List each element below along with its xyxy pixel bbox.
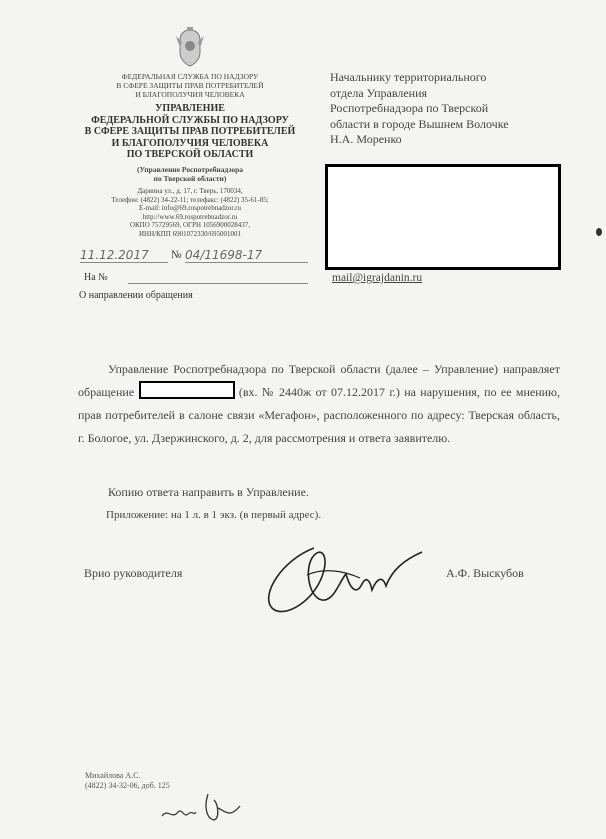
redacted-recipient-box — [325, 164, 561, 270]
contacts-block: Дарвина ул., д. 17, г. Тверь, 170034, Телефон: (4822) 34-22-11; телефакс: (4822) 35-61-85; E-mail: info@69.rospotrebnadzor.ru http://www.69.rospotrebnadzor.ru ОКПО 75729569, ОГРН 1056900028437, ИНН/КПП 6901072330/695001001 — [111, 187, 269, 238]
body-paragraph-2: Копию ответа направить в Управление. — [108, 485, 309, 499]
handwritten-signature — [262, 540, 437, 620]
letter-date: 11.12.2017 — [80, 248, 168, 263]
executor-block: Михайлова А.С. (4822) 34-32-06, доб. 125 — [85, 771, 170, 790]
initials-signature — [158, 788, 248, 828]
service-name: ФЕДЕРАЛЬНАЯ СЛУЖБА ПО НАДЗОРУ В СФЕРЕ ЗАЩИТЫ ПРАВ ПОТРЕБИТЕЛЕЙ И БЛАГОПОЛУЧИЯ ЧЕЛОВЕКА — [116, 72, 264, 99]
addressee-block: Начальнику территориального отдела Управления Роспотребнадзора по Тверской области в городе Вышнем Волочке Н.А. Моренко — [330, 70, 509, 146]
coat-of-arms-emblem — [172, 26, 208, 68]
reference-label: На № — [84, 272, 108, 283]
number-label: № — [171, 249, 182, 261]
subject-line: О направлении обращения — [79, 290, 193, 301]
department-short-name: (Управление Роспотребнадзора по Тверской области) — [136, 165, 244, 183]
signer-position: Врио руководителя — [84, 566, 183, 580]
body-paragraph-1: Управление Роспотребнадзора по Тверской области (далее – Управление) направляет обращение (вх. № 2440ж от 07.12.2017 г.) на нарушения, по ее мнению, прав потребителей в салоне связи «Мегафон», расположенного по адресу: Тверская область, г. Бологое, ул. Дзержинского, д. 2, для рассмотрения и ответа заявителю. — [78, 362, 561, 445]
redacted-applicant — [139, 381, 235, 399]
reference-line — [128, 283, 308, 284]
recipient-email[interactable]: mail@igrajdanin.ru — [332, 272, 423, 284]
letter-number: 04/11698-17 — [185, 248, 308, 263]
signer-name: А.Ф. Выскубов — [446, 566, 524, 580]
attachment-line: Приложение: на 1 л. в 1 экз. (в первый адрес). — [106, 509, 322, 521]
stray-ink-mark — [596, 228, 602, 236]
department-name: УПРАВЛЕНИЕ ФЕДЕРАЛЬНОЙ СЛУЖБЫ ПО НАДЗОРУ В СФЕРЕ ЗАЩИТЫ ПРАВ ПОТРЕБИТЕЛЕЙ И БЛАГОПОЛУЧИЯ ЧЕЛОВЕКА ПО ТВЕРСКОЙ ОБЛАСТИ — [84, 103, 296, 160]
